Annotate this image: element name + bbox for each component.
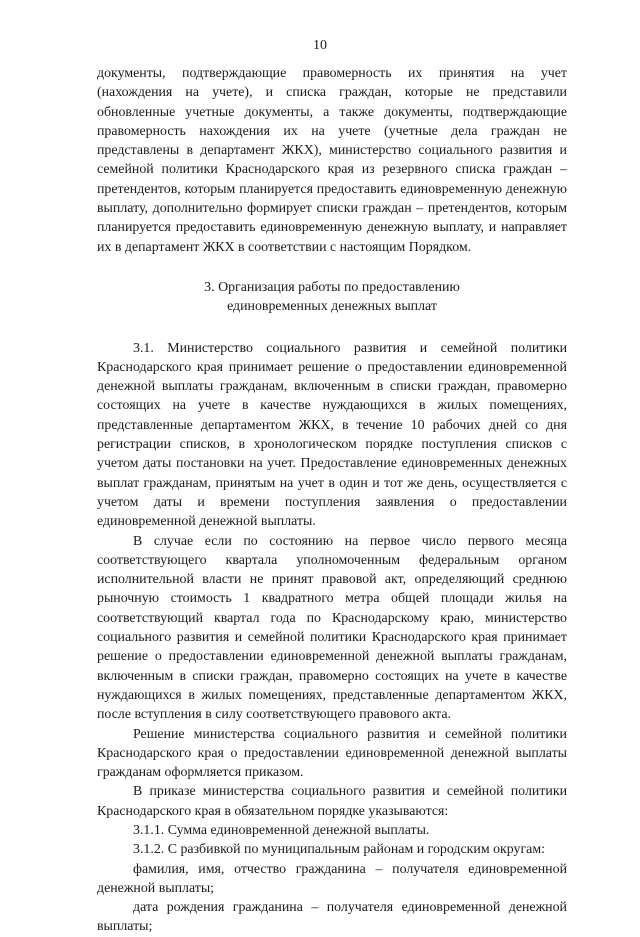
document-body <box>97 64 567 937</box>
intro-paragraph: документы, подтверждающие правомерность их принятия на учет (нахождения на учете), и списка граждан, которые не представили обновленные учетные документы, а также документы, подтверждающие правомерность нахождения их на учете (учетные дела граждан не представлены в департамент ЖКХ), министерство социального развития и семейной политики Краснодарского края из резервного списка граждан – претендентов, которым планируется предоставить единовременную денежную выплату, дополнительно формирует списки граждан – претендентов, которым планируется предоставить единовременную денежную выплату, и направляет их в департамент ЖКХ в соответствии с настоящим Порядком. <box>97 66 567 255</box>
paragraph-case-no-act: В случае если по состоянию на первое число первого месяца соответствующего квартала уполномоченным федеральным органом исполнительной власти не принят правовой акт, определяющий среднюю рыночную стоимость 1 квадратного метра общей площади жилья на соответствующий квартал года по Краснодарскому краю, министерство социального развития и семейной политики Краснодарского края принимает решение о предоставлении единовременной денежной выплаты гражданам, включенным в списки граждан, правомерно состоящих на учете в качестве нуждающихся в жилых помещениях, представленные департаментом ЖКХ, после вступления в силу соответствующего правового акта. <box>97 533 567 723</box>
paragraph-order-contents: В приказе министерства социального развития и семейной политики Краснодарского края в обязательном порядке указываются: <box>97 784 567 819</box>
paragraph-3-1-2: 3.1.2. С разбивкой по муниципальным районам и городским округам: <box>133 842 545 858</box>
list-item-birth-date: дата рождения гражданина – получателя единовременной денежной выплаты; <box>97 900 567 935</box>
section-heading-line-2: единовременных денежных выплат <box>227 299 437 315</box>
section-heading-line-1: 3. Организация работы по предоставлению <box>204 279 460 295</box>
paragraph-decision-order: Решение министерства социального развития и семейной политики Краснодарского края о предоставлении единовременной денежной выплаты гражданам оформляется приказом. <box>97 726 567 781</box>
section-heading <box>97 278 567 317</box>
paragraph-3-1-1: 3.1.1. Сумма единовременной денежной выплаты. <box>133 822 430 838</box>
paragraph-3-1: 3.1. Министерство социального развития и семейной политики Краснодарского края принимает решение о предоставлении единовременной денежной выплаты гражданам, включенным в списки граждан, правомерно состоящих на учете в качестве нуждающихся в жилых помещениях, представленные департаментом ЖКХ, в течение 10 рабочих дней со дня регистрации списков, в хронологическом порядке поступления списков с учетом даты постановки на учет. Предоставление единовременных денежных выплат гражданам, принятым на учет в один и тот же день, осуществляется с учетом даты и времени поступления заявления о предоставлении единовременной денежной выплаты. <box>97 340 567 530</box>
list-item-full-name: фамилия, имя, отчество гражданина – получателя единовременной денежной выплаты; <box>97 861 567 896</box>
page-number: 10 <box>313 38 327 53</box>
